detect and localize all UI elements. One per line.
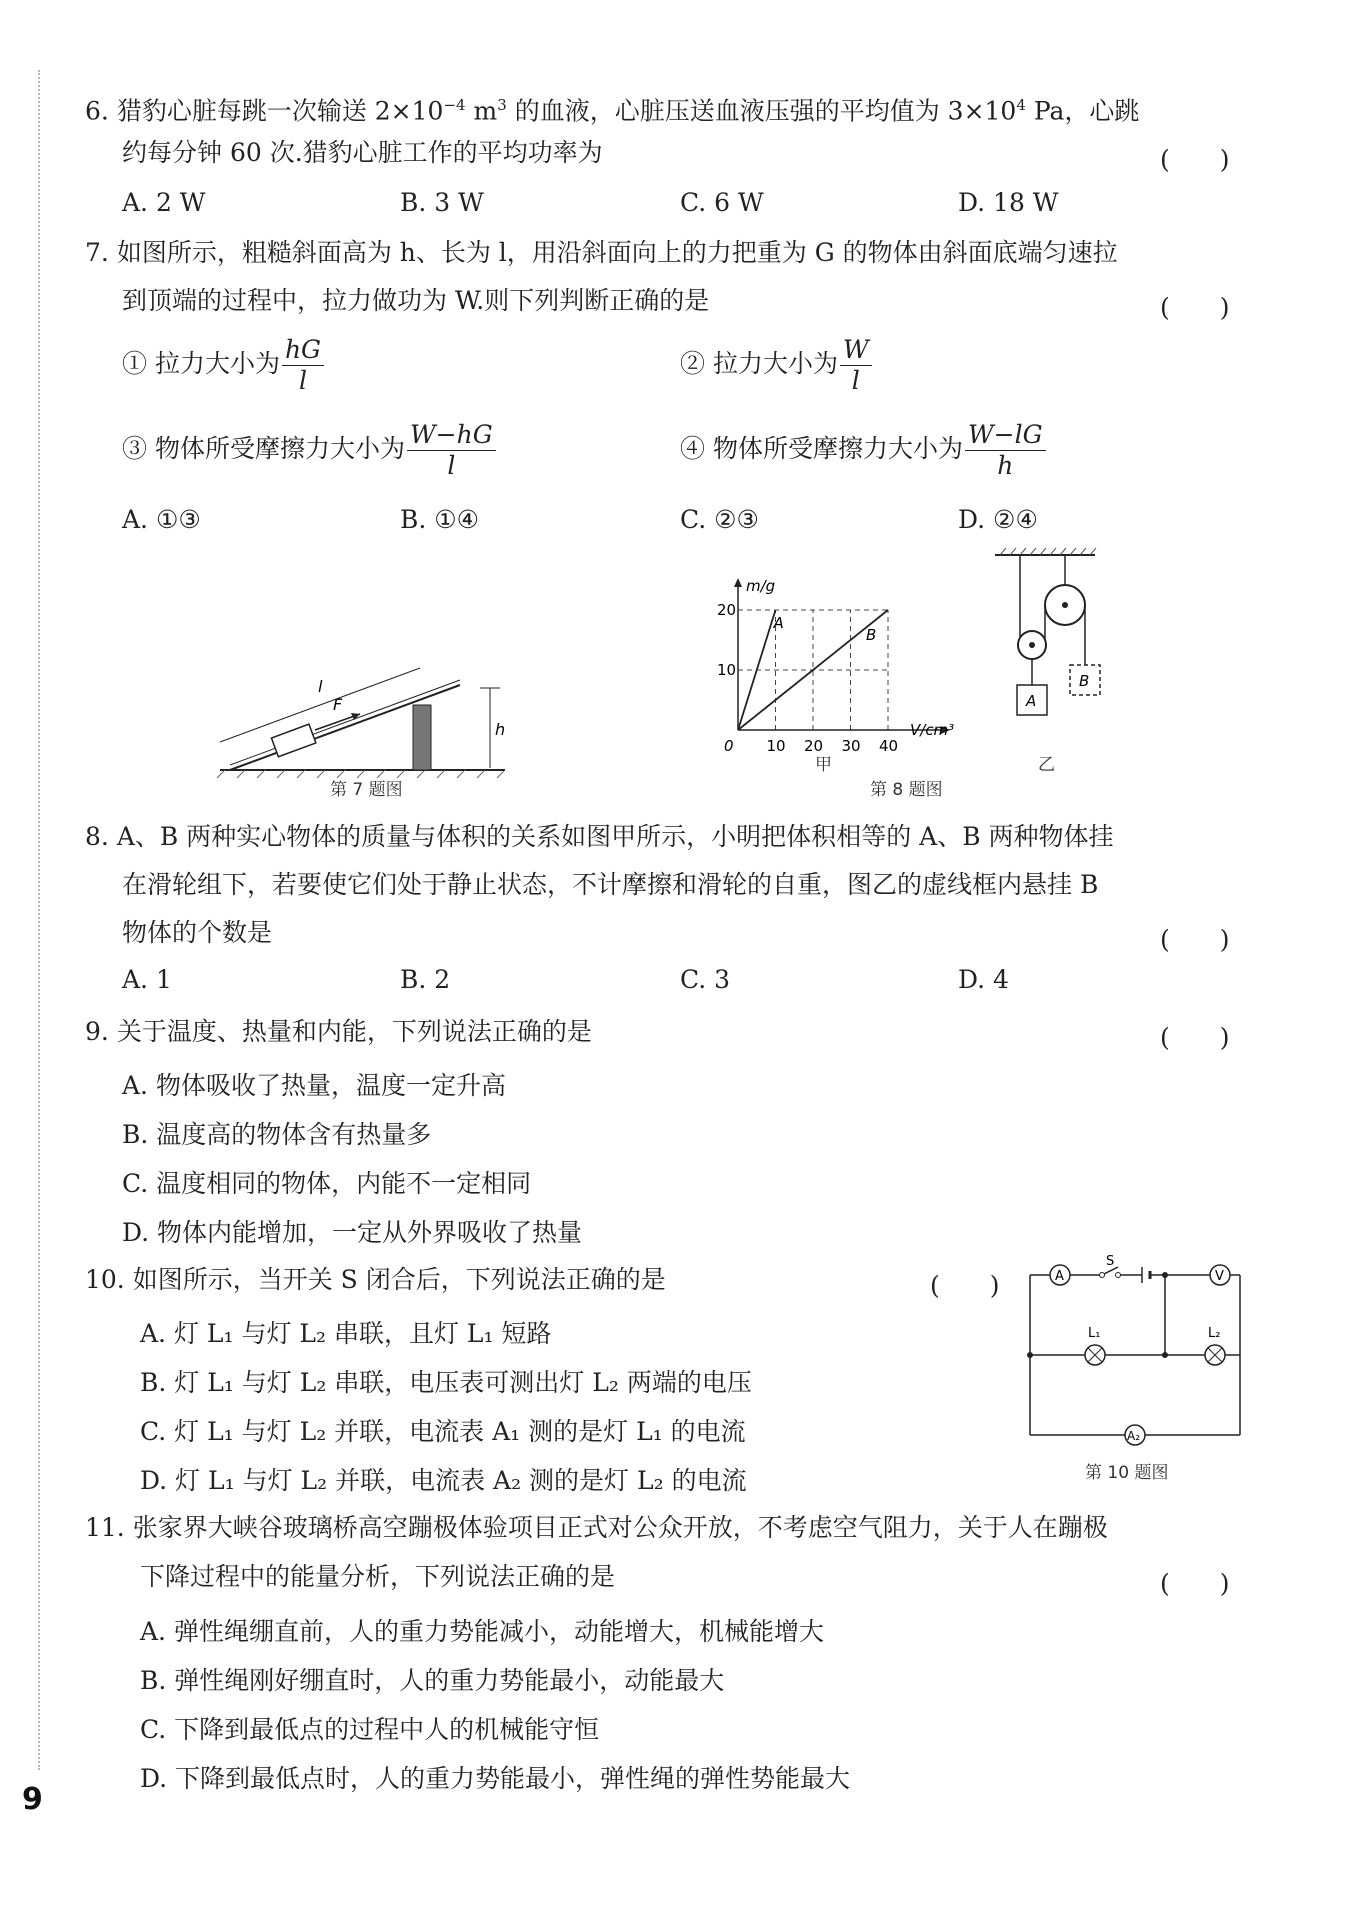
- svg-text:L₁: L₁: [1088, 1326, 1101, 1341]
- q8-option-d[interactable]: D. 4: [958, 965, 1009, 994]
- q7-option-d[interactable]: D. ②④: [958, 505, 1038, 534]
- svg-text:V: V: [1215, 1269, 1224, 1284]
- q6-line1: 6. 猎豹心脏每跳一次输送 $2\times 10^{-4}$ $m^3$ 的血液，心脏压送血液压强的平均值为 $3\times 10^4$ Pa，心跳: [85, 96, 1140, 126]
- q9-option-c[interactable]: C. 温度相同的物体，内能不一定相同: [122, 1169, 532, 1198]
- q10-option-d[interactable]: D. 灯 L₁ 与灯 L₂ 并联，电流表 A₂ 测的是灯 L₂ 的电流: [140, 1466, 747, 1495]
- q8-line1: 8. A、B 两种实心物体的质量与体积的关系如图甲所示，小明把体积相等的 A、B 两种物体挂: [85, 822, 1114, 851]
- q7-statement-2: ② 拉力大小为 $\frac{W}{l}$: [680, 335, 872, 396]
- q8-number: 8.: [85, 822, 109, 851]
- x-tick-label: 10: [766, 737, 786, 755]
- q8-option-c[interactable]: C. 3: [680, 965, 731, 994]
- q7-line2: 到顶端的过程中，拉力做功为 W.则下列判断正确的是: [122, 286, 710, 315]
- q8-figure-caption: 第 8 题图: [870, 780, 943, 800]
- y-tick-label: 10: [717, 661, 737, 679]
- q7-option-c[interactable]: C. ②③: [680, 505, 759, 534]
- origin-label: 0: [724, 737, 734, 755]
- q7-number: 7.: [85, 238, 109, 267]
- q11-line1: 11. 张家界大峡谷玻璃桥高空蹦极体验项目正式对公众开放，不考虑空气阻力，关于人在蹦极: [85, 1513, 1108, 1542]
- q8-answer-paren[interactable]: ( ): [1160, 925, 1230, 954]
- q8-line2: 在滑轮组下，若要使它们处于静止状态，不计摩擦和滑轮的自重，图乙的虚线框内悬挂 B: [122, 870, 1099, 899]
- x-tick-label: 40: [879, 737, 899, 755]
- q8-pulley-figure: [990, 545, 1110, 745]
- q10-number: 10.: [85, 1265, 125, 1294]
- q8-line3: 物体的个数是: [122, 918, 273, 947]
- q10-stem: 10. 如图所示，当开关 S 闭合后，下列说法正确的是: [85, 1265, 666, 1294]
- q11-number: 11.: [85, 1513, 125, 1542]
- q10-figure-caption: 第 10 题图: [1085, 1463, 1169, 1483]
- svg-text:A: A: [1055, 1269, 1064, 1284]
- q7-figure-caption: 第 7 题图: [330, 780, 403, 800]
- q6-option-d[interactable]: D. 18 W: [958, 188, 1059, 217]
- q10-option-c[interactable]: C. 灯 L₁ 与灯 L₂ 并联，电流表 A₁ 测的是灯 L₁ 的电流: [140, 1417, 746, 1446]
- q8-option-b[interactable]: B. 2: [400, 965, 451, 994]
- q6-line2: 约每分钟 60 次.猎豹心脏工作的平均功率为: [122, 138, 603, 167]
- q11-option-c[interactable]: C. 下降到最低点的过程中人的机械能守恒: [140, 1715, 600, 1744]
- q11-option-d[interactable]: D. 下降到最低点时，人的重力势能最小，弹性绳的弹性势能最大: [140, 1764, 851, 1793]
- q8-option-a[interactable]: A. 1: [122, 965, 172, 994]
- switch-label: S: [1106, 1254, 1115, 1269]
- q10-option-b[interactable]: B. 灯 L₁ 与灯 L₂ 串联，电压表可测出灯 L₂ 两端的电压: [140, 1368, 752, 1397]
- q11-option-a[interactable]: A. 弹性绳绷直前，人的重力势能减小，动能增大，机械能增大: [140, 1617, 824, 1646]
- q6-number: 6.: [85, 96, 109, 126]
- q9-number: 9.: [85, 1017, 109, 1046]
- q9-answer-paren[interactable]: ( ): [1160, 1023, 1230, 1052]
- q6-answer-paren[interactable]: ( ): [1160, 145, 1230, 174]
- label-l: l: [318, 677, 323, 696]
- y-tick-label: 20: [717, 601, 737, 619]
- block-A-label: A: [1026, 692, 1037, 710]
- page-number: 9: [22, 1782, 43, 1817]
- label-F: F: [333, 695, 343, 714]
- q7-statement-4: ④ 物体所受摩擦力大小为 $\frac{W-lG}{h}$: [680, 420, 1046, 481]
- block-B-label: B: [1079, 672, 1090, 690]
- incline-support-block: [413, 705, 431, 770]
- label-h: h: [495, 720, 506, 739]
- incline-box: [271, 724, 315, 757]
- q7-statement-3: ③ 物体所受摩擦力大小为 $\frac{W-hG}{l}$: [122, 420, 496, 481]
- q10-answer-paren[interactable]: ( ): [930, 1271, 1000, 1300]
- binding-margin-line: [38, 70, 40, 1770]
- x-axis-label: V/cm³: [910, 721, 955, 739]
- q7-statement-1: ① 拉力大小为 $\frac{hG}{l}$: [122, 335, 324, 396]
- q9-option-d[interactable]: D. 物体内能增加，一定从外界吸收了热量: [122, 1218, 583, 1247]
- q8-sub-caption-yi: 乙: [1038, 755, 1055, 775]
- svg-text:L₂: L₂: [1208, 1326, 1221, 1341]
- q7-option-a[interactable]: A. ①③: [122, 505, 201, 534]
- q6-option-b[interactable]: B. 3 W: [400, 188, 484, 217]
- series-label-A: A: [773, 614, 784, 632]
- q7-line1: 7. 如图所示，粗糙斜面高为 h、长为 l，用沿斜面向上的力把重为 G 的物体由斜面底端匀速拉: [85, 238, 1118, 267]
- q8-sub-caption-jia: 甲: [815, 755, 832, 775]
- q6-option-a[interactable]: A. 2 W: [122, 188, 206, 217]
- q7-incline-figure: [215, 620, 515, 780]
- q9-option-a[interactable]: A. 物体吸收了热量，温度一定升高: [122, 1071, 506, 1100]
- q10-option-a[interactable]: A. 灯 L₁ 与灯 L₂ 串联，且灯 L₁ 短路: [140, 1319, 552, 1348]
- q7-answer-paren[interactable]: ( ): [1160, 293, 1230, 322]
- q10-circuit-figure: [1020, 1255, 1250, 1445]
- x-tick-label: 20: [804, 737, 824, 755]
- q9-option-b[interactable]: B. 温度高的物体含有热量多: [122, 1120, 432, 1149]
- q7-option-b[interactable]: B. ①④: [400, 505, 480, 534]
- q11-option-b[interactable]: B. 弹性绳刚好绷直时，人的重力势能最小，动能最大: [140, 1666, 725, 1695]
- q11-answer-paren[interactable]: ( ): [1160, 1569, 1230, 1598]
- q11-line2: 下降过程中的能量分析，下列说法正确的是: [140, 1562, 616, 1591]
- q9-stem: 9. 关于温度、热量和内能，下列说法正确的是: [85, 1017, 592, 1046]
- x-tick-label: 30: [841, 737, 861, 755]
- svg-text:A₂: A₂: [1127, 1429, 1141, 1443]
- q6-option-c[interactable]: C. 6 W: [680, 188, 764, 217]
- q8-mass-volume-chart: [717, 575, 960, 770]
- series-label-B: B: [866, 626, 877, 644]
- y-axis-label: m/g: [746, 577, 776, 595]
